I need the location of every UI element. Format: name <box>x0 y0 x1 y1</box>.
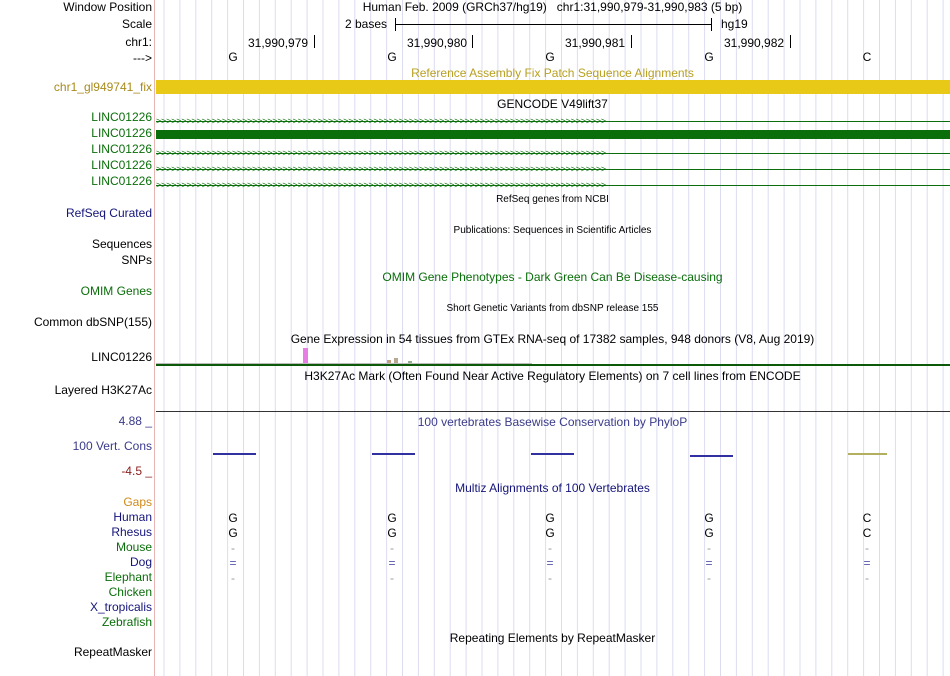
gencode-intron-feature[interactable]: >>>>>>>>>>>>>>>>>>>>>>>>>>>>>>>>>>>>>>>>>>>>>>>>>>>>>>>>>>>>>>>>>>>>>>>>>>>>>>>>>>>>>>>>> <box>156 181 950 190</box>
multiz-base: G <box>545 526 555 540</box>
multiz-species-label[interactable]: Elephant <box>104 570 152 584</box>
gencode-intron-feature[interactable]: >>>>>>>>>>>>>>>>>>>>>>>>>>>>>>>>>>>>>>>>>>>>>>>>>>>>>>>>>>>>>>>>>>>>>>>>>>>>>>>>>>>>>>>>> <box>156 165 950 174</box>
scale-label: Scale <box>121 17 152 31</box>
scale-bar-right-tick <box>711 18 712 31</box>
fix-patch-track-title[interactable]: Reference Assembly Fix Patch Sequence Alignments <box>411 66 694 80</box>
multiz-base: G <box>704 526 714 540</box>
multiz-base: G <box>545 511 555 525</box>
gencode-label[interactable]: LINC01226 <box>91 110 152 124</box>
gtex-track-title[interactable]: Gene Expression in 54 tissues from GTEx RNA-seq of 17382 samples, 948 donors (V8, Aug 2019) <box>290 332 815 346</box>
phylop-label[interactable]: 100 Vert. Cons <box>72 439 152 453</box>
h3k27ac-label[interactable]: Layered H3K27Ac <box>54 383 152 397</box>
omim-label[interactable]: OMIM Genes <box>80 284 152 298</box>
multiz-species-label[interactable]: Dog <box>129 555 152 569</box>
gencode-label[interactable]: LINC01226 <box>91 158 152 172</box>
multiz-base: = <box>863 556 871 570</box>
publications-track-title[interactable]: Publications: Sequences in Scientific Articles <box>453 225 652 236</box>
coord-label: 31,990,980 <box>407 36 468 50</box>
multiz-base: - <box>707 541 711 555</box>
repeatmasker-track-title[interactable]: Repeating Elements by RepeatMasker <box>449 631 656 645</box>
multiz-base: - <box>231 541 235 555</box>
phylop-score[interactable] <box>848 453 887 455</box>
gencode-exon-feature[interactable] <box>156 130 950 139</box>
phylop-min-label: -4.5 _ <box>121 464 152 478</box>
h3k27ac-baseline <box>156 411 950 412</box>
assembly-title[interactable]: Human Feb. 2009 (GRCh37/hg19) chr1:31,990,979-31,990,983 (5 bp) <box>362 0 743 14</box>
multiz-base: = <box>546 556 554 570</box>
coord-label: 31,990,979 <box>248 36 309 50</box>
ref-base: G <box>228 50 238 64</box>
multiz-base: - <box>390 541 394 555</box>
multiz-base: - <box>865 541 869 555</box>
multiz-base: G <box>387 526 397 540</box>
multiz-base: G <box>228 526 238 540</box>
gencode-intron-feature[interactable]: >>>>>>>>>>>>>>>>>>>>>>>>>>>>>>>>>>>>>>>>>>>>>>>>>>>>>>>>>>>>>>>>>>>>>>>>>>>>>>>>>>>>>>>>> <box>156 149 950 158</box>
ref-base: G <box>387 50 397 64</box>
chrom-label: chr1: <box>125 35 152 49</box>
multiz-species-label[interactable]: Mouse <box>115 540 152 554</box>
scale-bar <box>395 24 711 25</box>
multiz-base: = <box>388 556 396 570</box>
coord-tick <box>314 35 315 48</box>
multiz-base: = <box>229 556 237 570</box>
phylop-score[interactable] <box>690 455 733 457</box>
multiz-base: - <box>231 571 235 585</box>
multiz-species-label[interactable]: X_tropicalis <box>89 600 152 614</box>
multiz-base: - <box>865 571 869 585</box>
multiz-species-label[interactable]: Human <box>113 510 152 524</box>
phylop-max-label: 4.88 _ <box>118 414 152 428</box>
gencode-label[interactable]: LINC01226 <box>91 126 152 140</box>
phylop-score[interactable] <box>213 453 256 455</box>
gtex-tissue-bar[interactable] <box>387 360 391 363</box>
gencode-intron-feature[interactable]: >>>>>>>>>>>>>>>>>>>>>>>>>>>>>>>>>>>>>>>>>>>>>>>>>>>>>>>>>>>>>>>>>>>>>>>>>>>>>>>>>>>>>>>>> <box>156 117 950 126</box>
ref-base: G <box>704 50 714 64</box>
repeatmasker-label[interactable]: RepeatMasker <box>73 645 152 659</box>
multiz-base: - <box>548 571 552 585</box>
ref-base: G <box>545 50 555 64</box>
multiz-base: = <box>705 556 713 570</box>
multiz-base: C <box>862 526 872 540</box>
window-position-label: Window Position <box>63 0 152 14</box>
gtex-label[interactable]: LINC01226 <box>91 350 152 364</box>
phylop-track-title[interactable]: 100 vertebrates Basewise Conservation by PhyloP <box>417 415 688 429</box>
gtex-tissue-bar[interactable] <box>303 348 308 363</box>
omim-track-title[interactable]: OMIM Gene Phenotypes - Dark Green Can Be Disease-causing <box>382 270 723 284</box>
coord-tick <box>631 35 632 48</box>
scale-db-text: hg19 <box>721 17 748 31</box>
multiz-base: C <box>862 511 872 525</box>
multiz-base: G <box>704 511 714 525</box>
fix-patch-label[interactable]: chr1_gl949741_fix <box>53 80 152 94</box>
coord-tick <box>790 35 791 48</box>
gtex-gene-model[interactable] <box>156 364 950 366</box>
refseq-label[interactable]: RefSeq Curated <box>65 206 152 220</box>
dbsnp-label[interactable]: Common dbSNP(155) <box>33 315 152 329</box>
fix-patch-feature[interactable] <box>156 80 950 94</box>
multiz-base: - <box>707 571 711 585</box>
gencode-track-title[interactable]: GENCODE V49lift37 <box>497 97 608 111</box>
coord-label: 31,990,981 <box>565 36 626 50</box>
coord-label: 31,990,982 <box>724 36 785 50</box>
gtex-tissue-bar[interactable] <box>408 361 412 363</box>
multiz-gaps-label[interactable]: Gaps <box>123 495 152 509</box>
phylop-score[interactable] <box>372 453 415 455</box>
publications-sequences-label[interactable]: Sequences <box>91 237 152 251</box>
phylop-score[interactable] <box>531 453 574 455</box>
multiz-species-label[interactable]: Rhesus <box>111 525 152 539</box>
gtex-tissue-bar[interactable] <box>394 358 398 363</box>
coord-tick <box>472 35 473 48</box>
scale-bases-text: 2 bases <box>345 17 388 31</box>
multiz-track-title[interactable]: Multiz Alignments of 100 Vertebrates <box>455 481 650 495</box>
multiz-base: - <box>548 541 552 555</box>
gencode-label[interactable]: LINC01226 <box>91 142 152 156</box>
ref-base: C <box>862 50 872 64</box>
multiz-base: - <box>390 571 394 585</box>
multiz-base: G <box>228 511 238 525</box>
scale-bar-left-tick <box>395 18 396 31</box>
multiz-species-label[interactable]: Zebrafish <box>101 615 152 629</box>
multiz-species-label[interactable]: Chicken <box>108 585 152 599</box>
h3k27ac-track-title[interactable]: H3K27Ac Mark (Often Found Near Active Regulatory Elements) on 7 cell lines from ENCODE <box>304 369 801 383</box>
strand-label: ---> <box>133 51 152 65</box>
dbsnp-track-title[interactable]: Short Genetic Variants from dbSNP release 155 <box>446 303 659 314</box>
multiz-base: G <box>387 511 397 525</box>
gencode-label[interactable]: LINC01226 <box>91 174 152 188</box>
publications-snps-label[interactable]: SNPs <box>121 253 152 267</box>
refseq-track-title[interactable]: RefSeq genes from NCBI <box>496 194 609 205</box>
